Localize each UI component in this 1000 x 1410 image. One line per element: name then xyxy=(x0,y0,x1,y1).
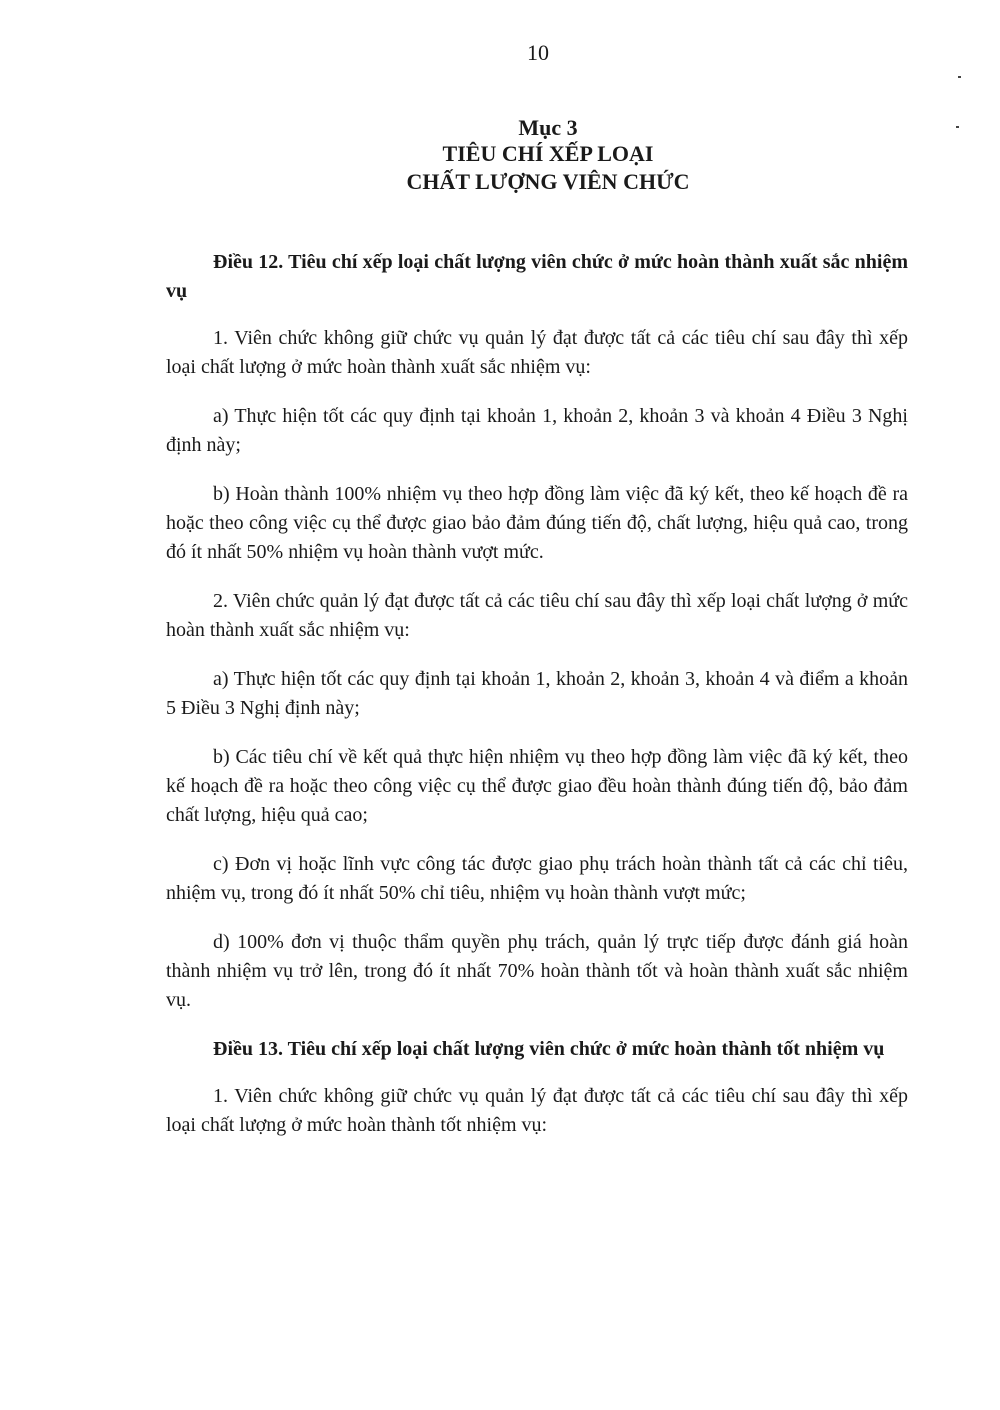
article-12-clause-1: 1. Viên chức không giữ chức vụ quản lý đạt được tất cả các tiêu chí sau đây thì xếp loại chất lượng ở mức hoàn thành xuất sắc nhiệm vụ: xyxy=(166,327,908,378)
section-title-line2: CHẤT LƯỢNG VIÊN CHỨC xyxy=(406,169,690,194)
article-12-clause-2d: d) 100% đơn vị thuộc thẩm quyền phụ trách, quản lý trực tiếp được đánh giá hoàn thành nhiệm vụ trở lên, trong đó ít nhất 70% hoàn thành tốt và hoàn thành xuất sắc nhiệm vụ. xyxy=(166,931,908,1011)
article-13-clause-1: 1. Viên chức không giữ chức vụ quản lý đạt được tất cả các tiêu chí sau đây thì xếp loại chất lượng ở mức hoàn thành tốt nhiệm vụ: xyxy=(166,1085,908,1136)
article-12-clause-2c: c) Đơn vị hoặc lĩnh vực công tác được giao phụ trách hoàn thành tất cả các chỉ tiêu, nhiệm vụ, trong đó ít nhất 50% chỉ tiêu, nhiệm vụ hoàn thành vượt mức; xyxy=(166,853,908,904)
page-number: 10 xyxy=(527,40,549,65)
article-12-clause-2b: b) Các tiêu chí về kết quả thực hiện nhiệm vụ theo hợp đồng làm việc đã ký kết, theo kế hoạch đề ra hoặc theo công việc cụ thể được giao đều hoàn thành đúng tiến độ, bảo đảm chất lượng, hiệu quả cao; xyxy=(166,746,908,826)
section-title-line1: TIÊU CHÍ XẾP LOẠI xyxy=(442,141,654,166)
scan-speck xyxy=(958,76,961,78)
document-body xyxy=(166,248,908,1160)
section-label: Mục 3 xyxy=(518,115,578,140)
article-12-clause-1a: a) Thực hiện tốt các quy định tại khoản 1, khoản 2, khoản 3 và khoản 4 Điều 3 Nghị định này; xyxy=(166,405,908,456)
scan-speck xyxy=(956,126,959,128)
article-13-title: Điều 13. Tiêu chí xếp loại chất lượng viên chức ở mức hoàn thành tốt nhiệm vụ xyxy=(213,1038,885,1060)
article-12-clause-2: 2. Viên chức quản lý đạt được tất cả các tiêu chí sau đây thì xếp loại chất lượng ở mức hoàn thành xuất sắc nhiệm vụ: xyxy=(166,590,908,641)
article-12-clause-1b: b) Hoàn thành 100% nhiệm vụ theo hợp đồng làm việc đã ký kết, theo kế hoạch đề ra hoặc theo công việc cụ thể được giao bảo đảm đúng tiến độ, chất lượng, hiệu quả cao, trong đó ít nhất 50% nhiệm vụ hoàn thành vượt mức. xyxy=(166,483,908,563)
article-12-title: Điều 12. Tiêu chí xếp loại chất lượng viên chức ở mức hoàn thành xuất sắc nhiệm vụ xyxy=(166,251,908,302)
article-12-clause-2a: a) Thực hiện tốt các quy định tại khoản 1, khoản 2, khoản 3, khoản 4 và điểm a khoản 5 Điều 3 Nghị định này; xyxy=(166,668,908,719)
